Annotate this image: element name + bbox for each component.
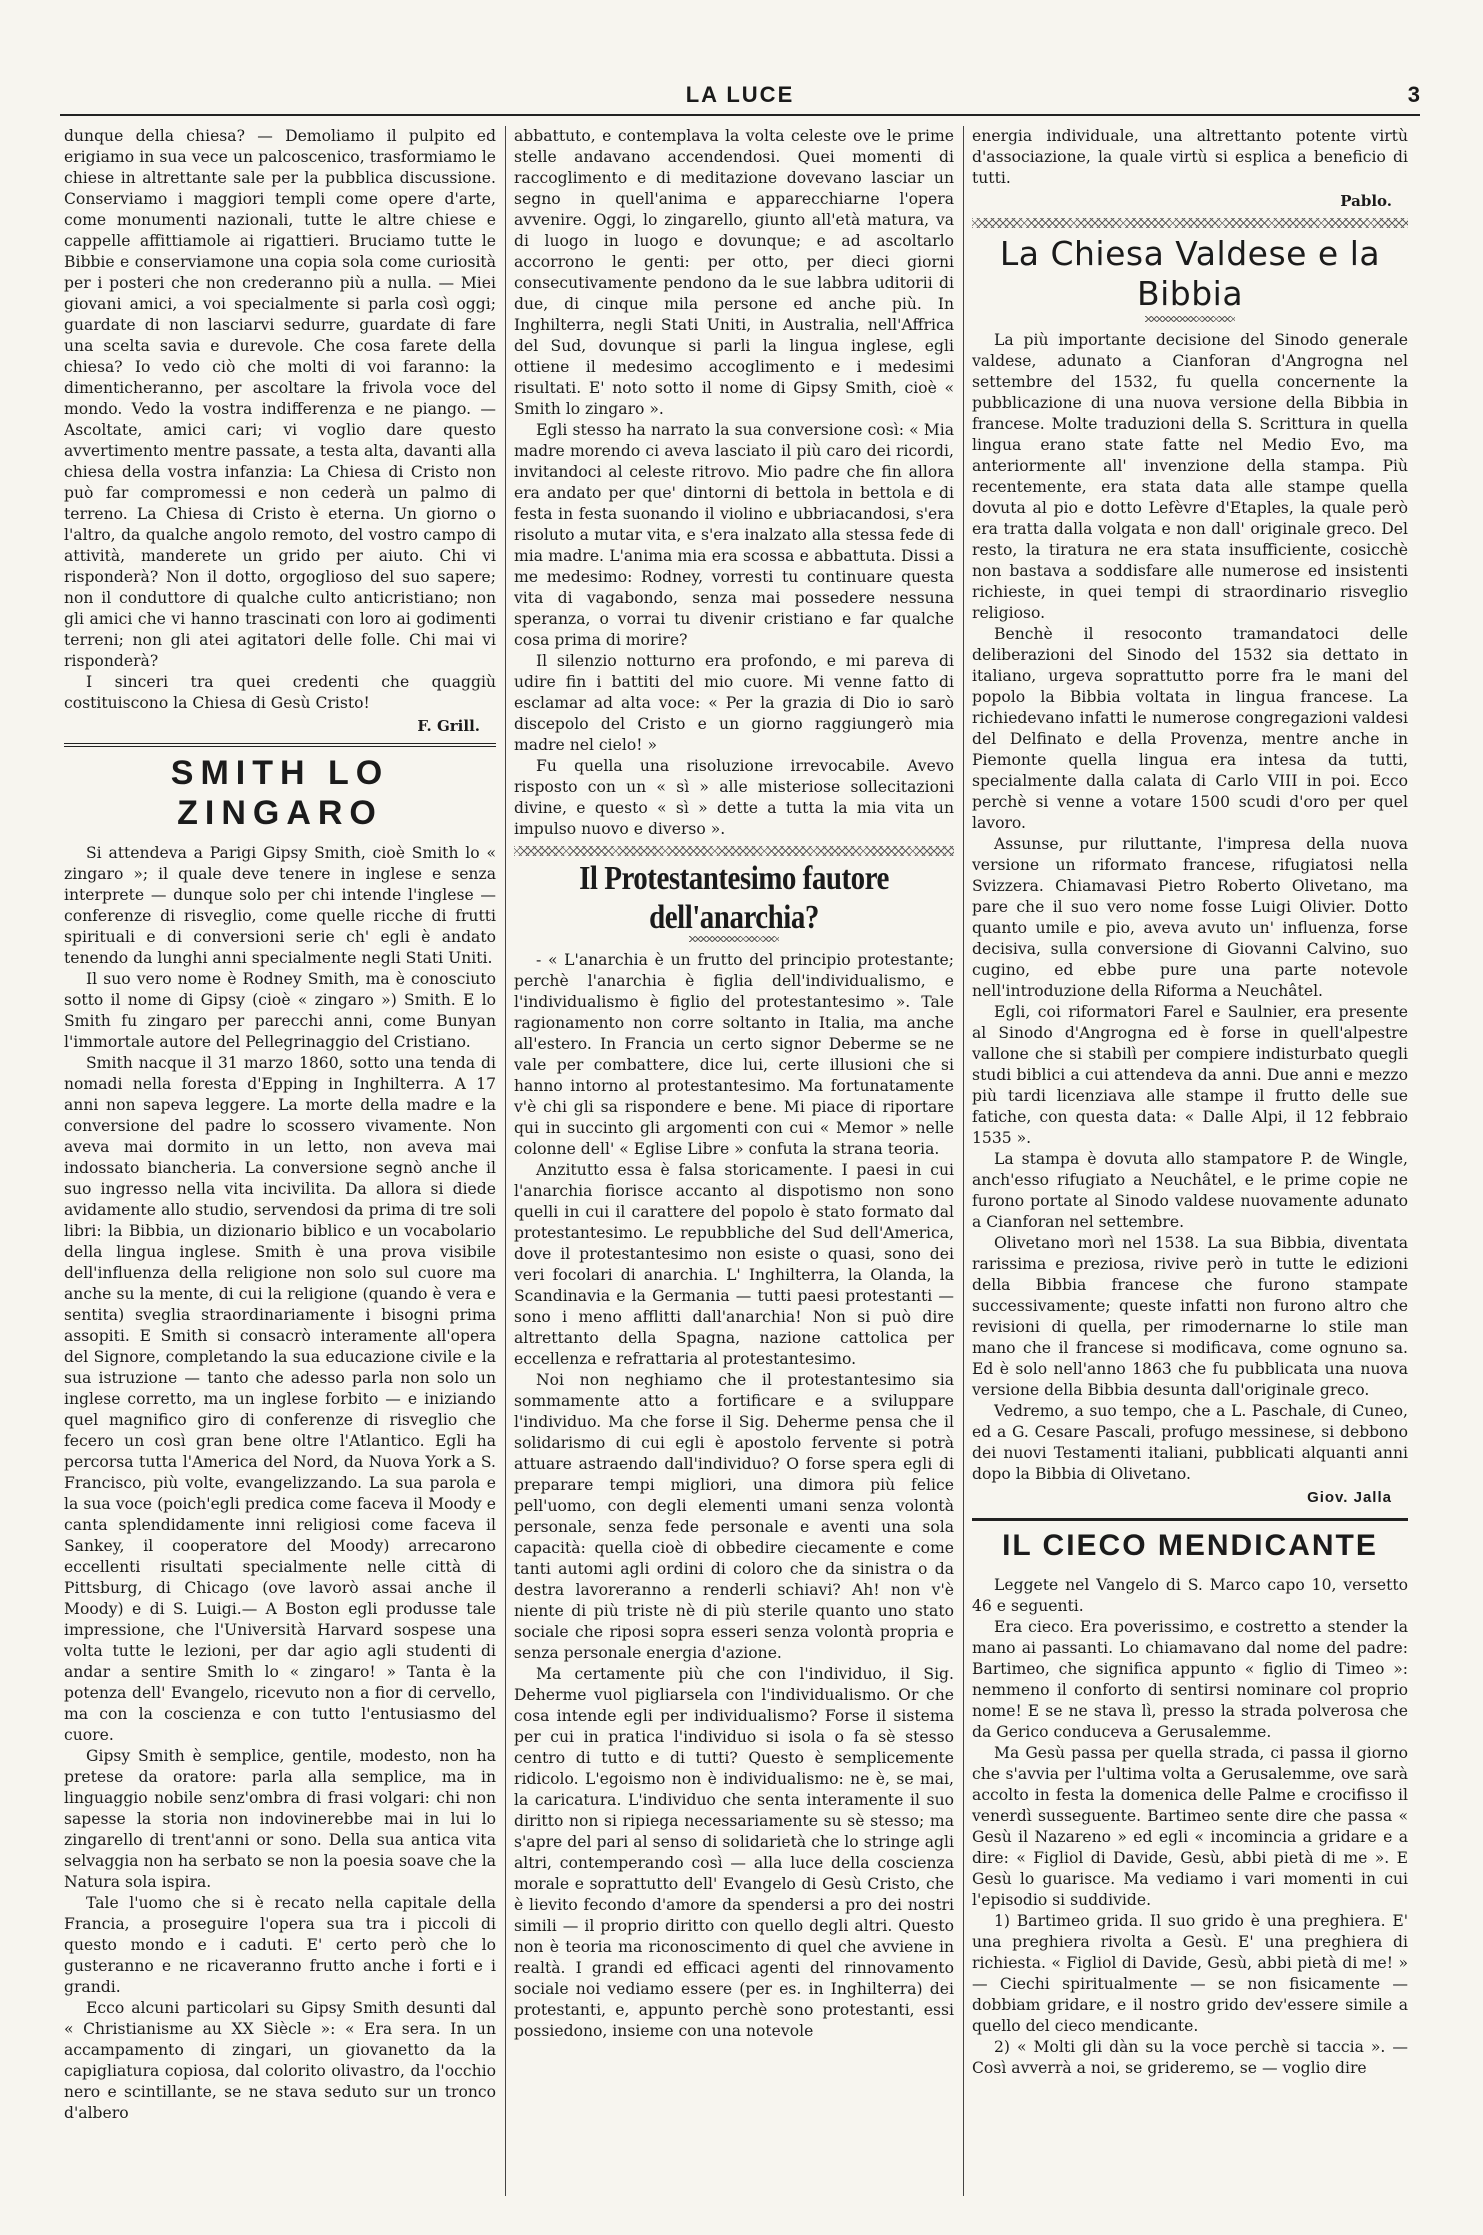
column-2 [514, 126, 954, 2201]
paragraph: Il silenzio notturno era profondo, e mi pareva di udire fin i battiti del mio cuore. Mi venne fatto di esclamar ad alta voce: « Per la grazia di Dio io sarò discepolo del Cristo e un giorno raggiungerò mia madre nel cielo! » [514, 652, 954, 754]
section-rule [64, 743, 496, 747]
paragraph: dunque della chiesa? — Demoliamo il pulpito ed erigiamo in sua vece un palcoscenico, trasformiamo le chiese in altrettante sale per la pubblica discussione. Conserviamo i maggiori templi come opere d'arte, come monumenti nazionali, tutte le altre chiese e cappelle affittiamole ai rigattieri. Bruciamo tutte le Bibbie e conserviamone una copia sola come curiosità per i posteri che non crederanno più a nulla. — Miei giovani amici, a voi specialmente si parla così oggi; guardate di non lasciarvi sedurre, guardate di fare una scelta savia e durevole. Che cosa farete della chiesa? Io vedo ciò che molti di voi faranno: la dimenticheranno, per ascoltare la frivola voce del mondo. Vedo la vostra indifferenza e ne piango. — Ascoltate, amici cari; vi voglio dare questo avvertimento mentre passate, a testa alta, davanti alla chiesa della vostra infanzia: La Chiesa di Cristo non può far compromessi e non cederà un palmo di terreno. La Chiesa di Cristo è eterna. Un giorno o l'altro, da qualche angolo remoto, del vostro campo di attività, manderete un grido per aiuto. Chi vi risponderà? Non il dotto, orgoglioso del suo sapere; non il conduttore di qualche culto anticristiano; non gli amici che vi hanno trascinati con loro ai godimenti terreni; non gli atei agitatori delle folle. Chi mai vi risponderà? [64, 127, 496, 670]
signature: Giov. Jalla [1307, 1489, 1392, 1506]
ornament [1145, 316, 1235, 322]
article-title: IL CIECO MENDICANTE [1002, 1529, 1378, 1562]
paragraph: Gipsy Smith è semplice, gentile, modesto, non ha pretese da oratore: parla alla semplice, ma in linguaggio nobile senz'ombra di frasi volgari: chi non sapesse la storia non indovinerebbe mai in lui lo zingarello di trent'anni or sono. Della sua antica vita selvaggia non ha serbato se non la poesia soave che la Natura sola ispira. [64, 1747, 496, 1891]
paragraph: Olivetano morì nel 1538. La sua Bibbia, diventata rarissima e preziosa, rivive però in tutte le edizioni della Bibbia francese che furono stampate successivamente; queste infatti non furono altro che revisioni di quella, per rimodernarne lo stile man mano che il francese si modificava, come ognuno sa. Ed è solo nell'anno 1863 che fu pubblicata una nuova versione della Bibbia desunta dall'originale greco. [972, 1234, 1408, 1399]
signature: F. Grill. [417, 717, 480, 735]
column-separator [963, 126, 964, 2196]
ornament [689, 936, 779, 942]
paragraph: Vedremo, a suo tempo, che a L. Paschale, di Cuneo, ed a G. Cesare Pascali, profugo messinese, si debbono dei nuovi Testamenti italiani, pubblicati alquanti anni dopo la Bibbia di Olivetano. [972, 1402, 1408, 1483]
paragraph: Egli stesso ha narrato la sua conversione così: « Mia madre morendo ci aveva lasciato il più caro dei ricordi, invitandoci al celeste ritrovo. Mio padre che fin allora era andato per que' dintorni di bettola in bettola e di festa in festa suonando il violino e ubbriacandosi, s'era risoluto a mutar vita, e s'era inalzato alla stessa fede di mia madre. L'anima mia era scossa e abbattuta. Dissi a me medesimo: Rodney, vorresti tu continuare questa vita di vagabondo, senza mai possedere nessuna speranza, o vorrai tu divenir cristiano e far qualche cosa prima di morire? [514, 421, 954, 649]
article-title: Il Protestantesimo fautore dell'anarchia? [579, 860, 889, 936]
paragraph: 1) Bartimeo grida. Il suo grido è una preghiera. E' una preghiera rivolta a Gesù. E' una preghiera di richiesta. « Figliol di Davide, Gesù, abbi pietà di me! » — Ciechi spiritualmente — se non fisicamente — dobbiam gridare, e il nostro grido dev'essere simile a quello del cieco mendicante. [972, 1912, 1408, 2035]
paragraph: Leggete nel Vangelo di S. Marco capo 10, versetto 46 e seguenti. [972, 1576, 1408, 1615]
paragraph: Ma certamente più che con l'individuo, il Sig. Deherme vuol pigliarsela con l'individualismo. Or che cosa intende egli per individualismo? Forse il sistema per cui in pratica l'individuo si isola o fa sè stesso centro di tutto e di tutti? Questo è semplicemente ridicolo. L'egoismo non è individualismo: ne è, se mai, la caricatura. L'individuo che senta interamente il suo diritto non si ripiega necessariamente su sè stesso; ma s'apre del pari al senso di solidarietà che lo stringe agli altri, contemperando così — alla luce della coscienza morale e soprattutto dell' Evangelo di Gesù Cristo, che è lievito fecondo d'amore da spendersi a pro dei nostri simili — il proprio diritto con quello degli altri. Questo non è teoria ma riconoscimento di quel che avviene in realtà. I grandi ed efficaci agenti del rinnovamento sociale noi vediamo essere (per es. in Inghilterra) dei protestanti, e, appunto perchè sono protestanti, essi possiedono, insieme con una notevole [514, 1665, 954, 2040]
header-rule [60, 114, 1420, 116]
paragraph: Assunse, pur riluttante, l'impresa della nuova versione un riformato francese, rifugiatosi nella Svizzera. Chiamavasi Pietro Roberto Olivetano, ma pare che il suo vero nome fosse Luigi Olivier. Dotto quanto umile e pio, aveva avuto un' influenza, forse decisiva, sulla conversione di Giovanni Calvino, suo cugino, ed ebbe pure una parte notevole nell'introduzione della Riforma a Neuchâtel. [972, 835, 1408, 1000]
column-1 [64, 126, 496, 2201]
paragraph: La stampa è dovuta allo stampatore P. de Wingle, anch'esso rifugiato a Neuchâtel, e le prime copie ne furono portate al Sinodo valdese nuovamente adunato a Cianforan nel settembre. [972, 1150, 1408, 1231]
paragraph: Benchè il resoconto tramandatoci delle deliberazioni del Sinodo del 1532 sia dettato in italiano, urgeva soprattutto porre fra le mani del popolo la Bibbia voltata in lingua francese. La richiedevano infatti le numerose congregazioni valdesi del Delfinato e della Provenza, mentre anche in Piemonte quella lingua era intesa da tutti, specialmente dalla calata di Carlo VIII in poi. Ecco perchè si venne a votare 1500 scudi d'oro per quel lavoro. [972, 625, 1408, 832]
paragraph: Ecco alcuni particolari su Gipsy Smith desunti dal « Christianisme au XX Siècle »: « Era sera. In un accampamento di zingari, un giovanetto da la capigliatura copiosa, dal colorito olivastro, da l'occhio nero e scintillante, se ne stava seduto sur un tronco d'albero [64, 1999, 496, 2122]
column-3 [972, 126, 1408, 2201]
paragraph: energia individuale, una altrettanto potente virtù d'associazione, la quale virtù si esplica a beneficio di tutti. [972, 127, 1408, 187]
paragraph: I sinceri tra quei credenti che quaggiù costituiscono la Chiesa di Gesù Cristo! [64, 673, 496, 712]
paragraph: Anzitutto essa è falsa storicamente. I paesi in cui l'anarchia fiorisce accanto al dispotismo non sono quelli in cui il carattere del popolo è stato formato dal protestantesimo. Le repubbliche del Sud dell'America, dove il protestantesimo non esiste o quasi, sono dei veri focolari di anarchia. L' Inghilterra, la Olanda, la Scandinavia e la Germania — tutti paesi protestanti — sono i meno afflitti dall'anarchia! Non si può dire altrettanto della Spagna, nazione cattolica per eccellenza e refrattaria al protestantesimo. [514, 1161, 954, 1368]
column-separator [505, 126, 506, 2196]
article-title: SMITH LO ZINGARO [170, 754, 390, 832]
newspaper-title: LA LUCE [685, 82, 795, 107]
wavy-divider [514, 846, 954, 856]
paragraph: 2) « Molti gli dàn su la voce perchè si taccia ». — Così avverrà a noi, se grideremo, se — voglio dire [972, 2038, 1408, 2077]
paragraph: La più importante decisione del Sinodo generale valdese, adunato a Cianforan d'Angrogna nel settembre del 1532, fu quella concernente la pubblicazione di una nuova versione della Bibbia in francese. Molte traduzioni della S. Scrittura in quella lingua erano state fatte nel Medio Evo, ma anteriormente all' invenzione della stampa. Più recentemente, era stata data alle stampe quella dovuta al pio e dotto Lefèvre d'Etaples, la quale però era tratta dalla volgata e non dall' originale greco. Del resto, la tiratura ne era stata insufficiente, cosicchè non bastava a soddisfare alle numerose ed insistenti richieste, in quei tempi di straordinario risveglio religioso. [972, 331, 1408, 622]
paragraph: Fu quella una risoluzione irrevocabile. Avevo risposto con un « sì » alle misteriose sollecitazioni divine, e questo « sì » dette a tutta la mia vita un impulso nuovo e diverso ». [514, 757, 954, 838]
wavy-divider [972, 218, 1408, 228]
page-number: 3 [1407, 82, 1420, 107]
paragraph: abbattuto, e contemplava la volta celeste ove le prime stelle andavano accendendosi. Quei momenti di raccoglimento e di meditazione dovevano lasciar un segno in quell'anima e apparecchiarne l'opera avvenire. Oggi, lo zingarello, giunto all'età matura, va di luogo in luogo e dovunque; e ad ascoltarlo accorrono le genti: per otto, per dieci giorni consecutivamente pendono da le sue labbra uditorii di due, di cinque mila persone ed anche più. In Inghilterra, negli Stati Uniti, in Australia, nell'Affrica del Sud, dovunque si parli la lingua inglese, egli ottiene il medesimo accoglimento e i medesimi risultati. E' noto sotto il nome di Gipsy Smith, cioè « Smith lo zingaro ». [514, 127, 954, 418]
paragraph: Era cieco. Era poverissimo, e costretto a stender la mano ai passanti. Lo chiamavano dal nome del padre: Bartimeo, che significa appunto « figlio di Timeo »: nemmeno il conforto di sentirsi nominare col proprio nome! E se ne stava lì, presso la strada polverosa che da Gerico conduceva a Gerusalemme. [972, 1618, 1408, 1741]
article-title: La Chiesa Valdese e la Bibbia [999, 234, 1381, 313]
paragraph: Si attendeva a Parigi Gipsy Smith, cioè Smith lo « zingaro »; il quale deve tenere in inglese e senza interprete — dunque solo per chi intende l'inglese — conferenze di risveglio, come quelle ricche di frutti spirituali e di conversioni serie ch' egli è andato tenendo da lunghi anni specialmente negli Stati Uniti. [64, 844, 496, 967]
signature: Pablo. [1340, 192, 1392, 210]
page-header [60, 78, 1420, 118]
paragraph: Noi non neghiamo che il protestantesimo sia sommamente atto a fortificare e a sviluppare l'individuo. Ma che forse il Sig. Deherme pensa che il solidarismo di cui egli è apostolo fervente si potrà attuare astraendo dall'individuo? O forse spera egli di preparare tempi migliori, una dimora più felice pell'uomo, con degli elementi umani senza volontà personale, senza fede personale e aventi una sola capacità: quella cioè di obbedire ciecamente e come tanti automi agli ordini di coloro che da sinistra o da destra lavoreranno a renderli schiavi? Ah! non v'è niente di più triste nè di più sterile quanto uno stato sociale che riposi sopra esseri senza volontà propria e senza personale energia d'azione. [514, 1371, 954, 1662]
section-rule [972, 1518, 1408, 1521]
paragraph: Tale l'uomo che si è recato nella capitale della Francia, a proseguire l'opera sua tra i piccoli di questo mondo e i caduti. E' certo però che lo gusteranno e ne ricaveranno frutto anche i forti e i grandi. [64, 1894, 496, 1996]
paragraph: Smith nacque il 31 marzo 1860, sotto una tenda di nomadi nella foresta d'Epping in Inghilterra. A 17 anni non sapeva leggere. La morte della madre e la conversione del padre lo scossero vivamente. Non aveva mai dormito in un letto, non aveva mai indossato biancheria. La conversione segnò anche il suo ingresso nella vita incivilita. Da allora si diede avidamente allo studio, servendosi da prima di tre soli libri: la Bibbia, un dizionario biblico e un vocabolario della lingua inglese. Smith è una prova visibile dell'influenza della religione non solo sul cuore ma anche su la mente, di cui la religione (quando è vera e sentita) sveglia straordinariamente i bisogni prima assopiti. E Smith si consacrò interamente all'opera del Signore, completando la sua educazione civile e la sua istruzione — tanto che adesso parla non solo un inglese corretto, ma un inglese forbito — e iniziando quel magnifico giro di conferenze di risveglio che fecero un così gran bene oltre l'Atlantico. Egli ha percorsa tutta l'America del Nord, da Nuova York a S. Francisco, più volte, evangelizzando. La sua parola e la sua voce (poich'egli predica come faceva il Moody e canta splendidamente inni religiosi come faceva il Sankey, il cooperatore del Moody) arrecarono eccellenti risultati specialmente nelle città di Pittsburg, di Chicago (ove lavorò assai anche il Moody) e di S. Luigi.— A Boston egli produsse tale impressione, che l'Università Harvard sospese una volta tutte le lezioni, per dar agio agli studenti di andar a sentire Smith lo « zingaro! » Tanta è la potenza dell' Evangelo, ricevuto non a fior di cervello, ma con la coscienza e con tutto l'entusiasmo del cuore. [64, 1054, 496, 1744]
paragraph: - « L'anarchia è un frutto del principio protestante; perchè l'anarchia è figlia dell'individualismo, e l'individualismo è figlio del protestantesimo ». Tale ragionamento non corre soltanto in Italia, ma anche all'estero. In Francia un certo signor Deberme se ne vale per combattere, dice lui, certe illusioni che si hanno intorno al protestantesimo. Ma fortunatamente v'è chi gli sa rispondere e bene. Mi piace di riportare qui in succinto gli argomenti con cui « Memor » nelle colonne dell' « Eglise Libre » confuta la strana teoria. [514, 951, 954, 1158]
paragraph: Ma Gesù passa per quella strada, ci passa il giorno che s'avvia per l'ultima volta a Gerusalemme, ove sarà accolto in festa la domenica delle Palme e crocifisso il venerdì susseguente. Bartimeo sente dire che passa « Gesù il Nazareno » ed egli « incomincia a gridare e a dire: « Figliol di Davide, Gesù, abbi pietà di me ». E Gesù lo guarisce. Ma vediamo i vari momenti in cui l'episodio si suddivide. [972, 1744, 1408, 1909]
paragraph: Egli, coi riformatori Farel e Saulnier, era presente al Sinodo d'Angrogna ed è forse in quell'alpestre vallone che si stabilì per compiere indisturbato quegli studi biblici a cui attendeva da anni. Due anni e mezzo più tardi licenziava alle stampe il frutto delle sue fatiche, con questa data: « Dalle Alpi, il 12 febbraio 1535 ». [972, 1003, 1408, 1147]
paragraph: Il suo vero nome è Rodney Smith, ma è conosciuto sotto il nome di Gipsy (cioè « zingaro ») Smith. E lo Smith fu zingaro per parecchi anni, come Bunyan l'immortale autore del Pellegrinaggio del Cristiano. [64, 970, 496, 1051]
